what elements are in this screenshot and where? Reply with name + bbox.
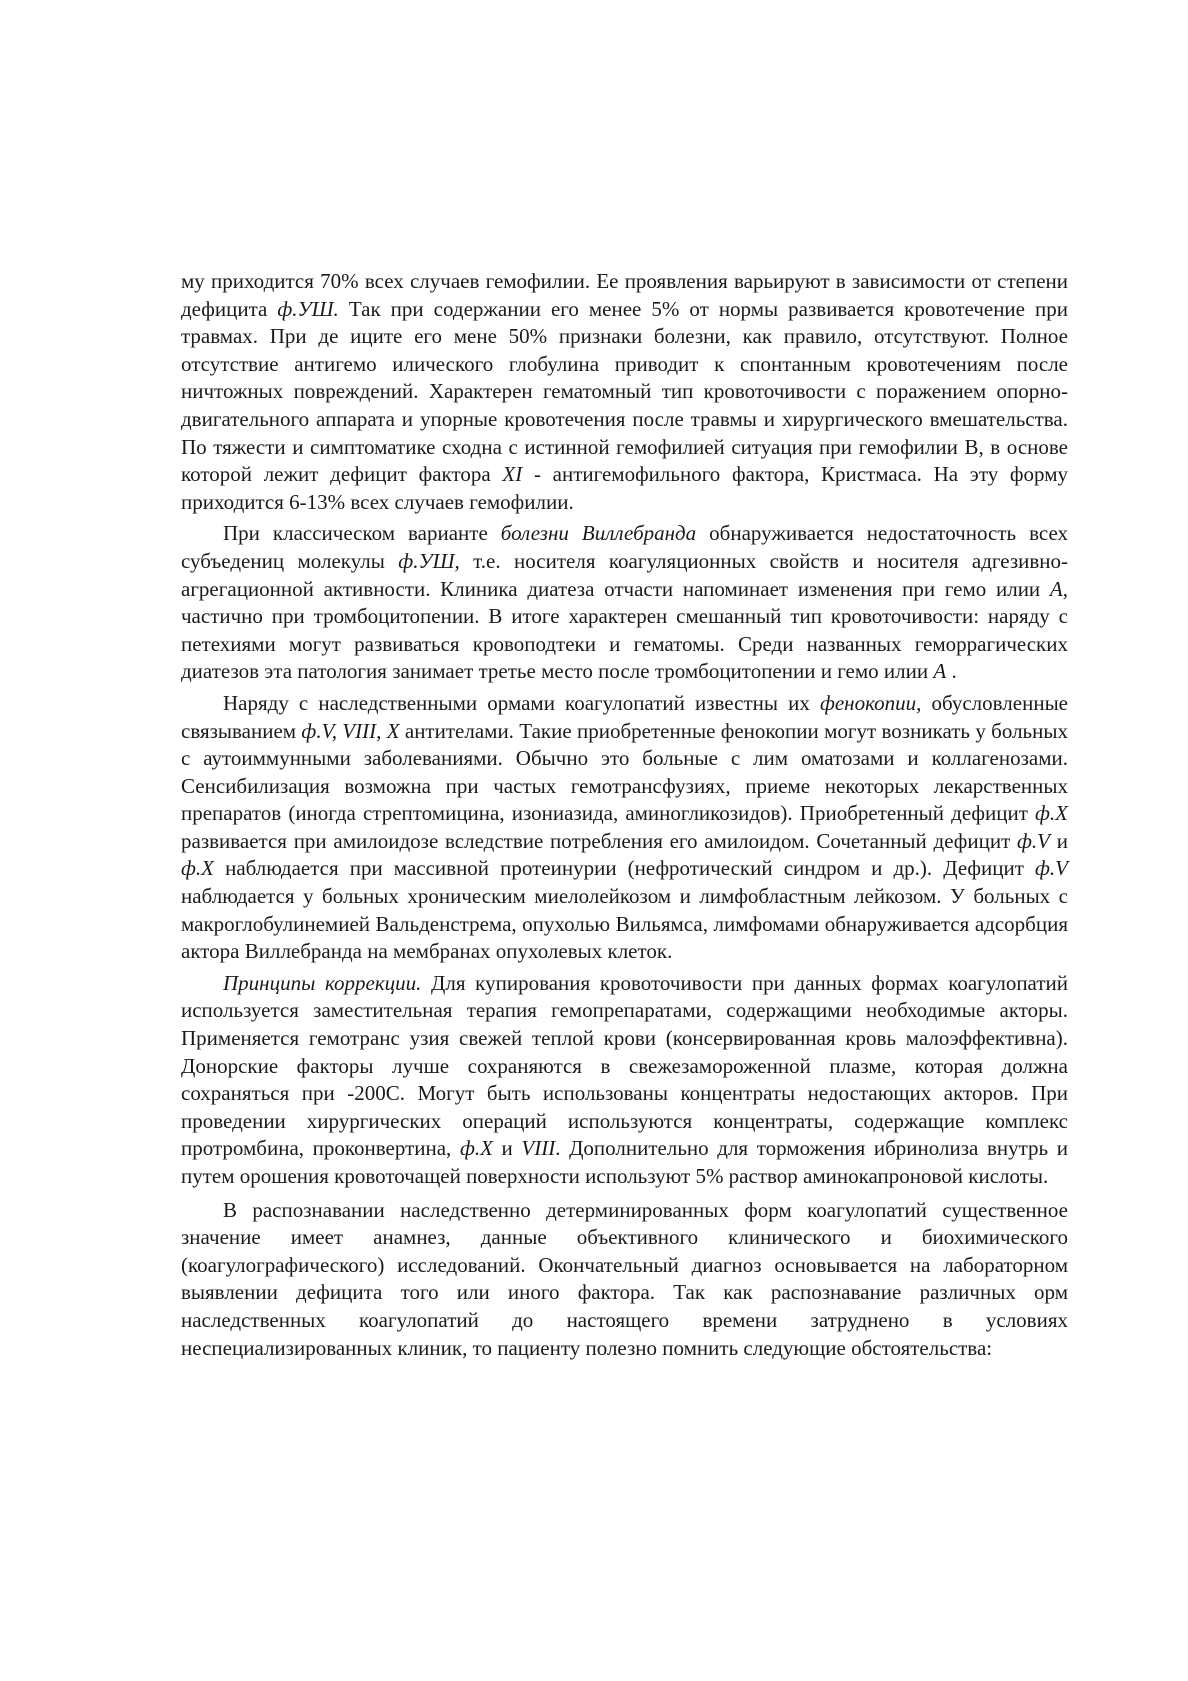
text-run: .	[946, 659, 957, 684]
italic-text-run: ф.Х	[459, 1136, 493, 1161]
italic-text-run: фенокопии	[819, 690, 917, 715]
italic-text-run: XI	[502, 462, 523, 487]
paragraph-diagnosis	[181, 1197, 1068, 1363]
text-run: В распознавании наследственно детерминированных форм коагулопатий существенное значение имеет анамнез, данные объективного клинического и биохимического (коагулографического) исследований. Окончательный диагноз основывается на лабораторном выявлении дефицита того или иного фактора. Так как распознавание различных орм наследственных коагулопатий до настоящего времени затруднено в условиях неспециализированных клиник, то пациенту полезно помнить следующие обстоятельства:	[181, 1197, 1068, 1360]
body-text	[181, 268, 1068, 1366]
text-run: Для купирования кровоточивости при данных формах коагулопатий используется заместительная терапия гемопрепаратами, содержащими необходимые акторы. Применяется гемотранс узия свежей теплой крови (консервированная кровь малоэффективна). Донорские факторы лучше сохраняются в свежезамороженной плазме, которая должна сохраняться при -200С. Могут быть использованы концентраты недостающих акторов. При проведении хирургических операций используются концентраты, содержащие комплекс протромбина, проконвертина,	[181, 970, 1068, 1161]
text-run: . Дополнительно для торможения ибринолиза внутрь и путем орошения кровоточащей поверхности используют 5% раствор аминокапроновой кислоты.	[181, 1136, 1068, 1188]
text-run: и	[1050, 828, 1068, 853]
text-run: развивается при амилоидозе вследствие потребления его амилоидом. Сочетанный дефицит	[181, 828, 1018, 853]
italic-text-run: ф.Х	[181, 856, 214, 881]
text-run: При классическом варианте	[223, 521, 501, 546]
text-run: , частично при тромбоцитопении. В итоге характерен смешанный тип кровоточивости: наряду с петехиями могут развиваться кровоподтеки и гематомы. Среди названных геморрагических диатезов эта патология занимает третье место после тромбоцитопении и гемо илии	[181, 576, 1068, 684]
italic-text-run: А	[933, 659, 947, 684]
text-run: т.е. носителя коагуляционных свойств и носителя адгезивно-агрегационной активности. Клиника диатеза отчасти напоминает изменения при гемо илии	[181, 548, 1069, 601]
italic-text-run: ф.V, VIII, X	[301, 718, 400, 743]
italic-text-run: ф.Х	[1035, 801, 1068, 826]
paragraph-phenocopies	[181, 690, 1068, 966]
italic-text-run: ф.УШ,	[398, 548, 460, 573]
paragraph-hemophilia-a	[181, 268, 1068, 516]
text-run: и	[492, 1136, 522, 1161]
text-run: му приходится 70% всех случаев гемофилии. Ее проявления варьируют в зависимости от степени дефицита	[181, 269, 1068, 321]
italic-text-run: VIII	[521, 1136, 556, 1161]
text-run: - антигемофильного фактора, Кристмаса. На эту форму приходится 6-13% всех случаев гемофилии.	[181, 462, 1069, 514]
italic-text-run: болезни Виллебранда	[500, 521, 697, 546]
italic-text-run: ф.V	[1035, 856, 1068, 881]
paragraph-willebrand-disease	[181, 520, 1068, 686]
text-run: обнаруживается недостаточность всех субъедениц молекулы	[181, 521, 1068, 573]
italic-text-run: А	[1049, 576, 1063, 601]
italic-text-run: ф.V	[1017, 828, 1051, 853]
italic-text-run: Принципы коррекции.	[223, 970, 422, 995]
text-run: наблюдается у больных хроническим миелолейкозом и лимфобластным лейкозом. У больных с макроглобулинемией Вальденстрема, опухолью Вильямса, лимфомами обнаруживается адсорбция актора Виллебранда на мембранах опухолевых клеток.	[181, 884, 1068, 964]
text-run: Так при содержании его менее 5% от нормы развивается кровотечение при травмах. При де иците его мене 50% признаки болезни, как правило, отсутствуют. Полное отсутствие антигемо илического глобулина приводит к спонтанным кровотечениям после ничтожных повреждений. Характерен гематомный тип кровоточивости с поражением опорно-двигательного аппарата и упорные кровотечения после травмы и хирургического вмешательства. По тяжести и симптоматике сходна с истинной гемофилией ситуация при гемофилии В, в основе которой лежит дефицит фактора	[181, 296, 1068, 487]
paragraph-correction-principles	[181, 970, 1068, 1191]
text-run: , обусловленные связыванием	[181, 690, 1068, 743]
italic-text-run: ф.УШ.	[277, 296, 339, 321]
text-run: антителами. Такие приобретенные фенокопии могут возникать у больных с аутоиммунными заболеваниями. Обычно это больные с лим оматозами и коллагенозами. Сенсибилизация возможна при частых гемотрансфузиях, приеме некоторых лекарственных препаратов (иногда стрептомицина, изониазида, аминогликозидов). Приобретенный дефицит	[181, 718, 1068, 826]
text-run: Наряду с наследственными ормами коагулопатий известны их	[223, 690, 820, 715]
text-run: наблюдается при массивной протеинурии (нефротический синдром и др.). Дефицит	[214, 856, 1035, 881]
